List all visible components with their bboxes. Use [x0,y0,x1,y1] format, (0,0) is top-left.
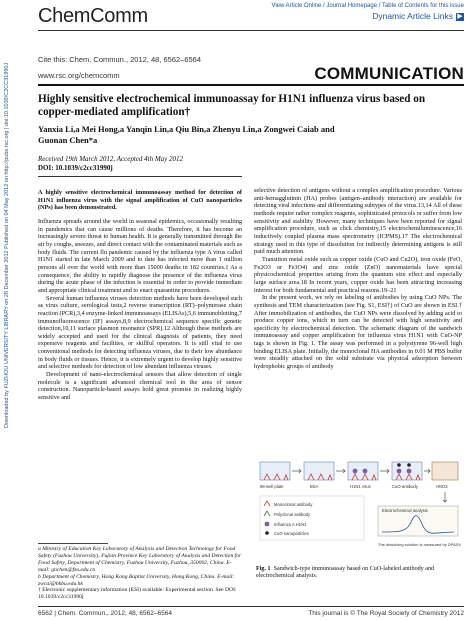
section-rule [38,84,464,86]
figure-1-schematic [258,454,462,564]
figure-caption [256,566,462,581]
method-label: Electrochemical analysis [382,508,428,513]
left-paragraph-2: Several human influenza viruses detection methods have been developed such as virus culture, serological tests,2 reverse transcription (RT)–polymerase chain reaction (PCR),3,4 enzyme-linked immunoassays (ELISAs),5,6 immunoblotting,7 immunofluorescence (IF) assays,8,9 electrochemical sequence specific genetic detection,10,11 surface plasmon resonance (SPR).12 Although these methods are widely accepted and used for the clinical diagnosis of patients, they need expensive reagents and facilities, or skillful operators. It is still vital to use conventional methods for detecting influenza viruses, due to their low abundance in body fluids or tissues. Hence, it is extremely urgent to develop highly sensitive and selective methods for detection of low abundant influenza viruses. [38,294,242,371]
right-column [254,187,462,371]
journal-name: ChemComm [38,5,148,27]
journal-url[interactable]: www.rsc.org/chemcomm [38,71,120,80]
right-paragraph-1: selective detection of antigens without a complex amplification procedure. Various anti-hemagglutinin (HA) probes (antigen–antibody interaction) are available for detecting viral infections and differentiating subtypes of the virus.13,14 All of these methods require rather complex reagents, sophisticated protocols or suffer from low sensitivity and stability. However, many techniques have been reported for signal amplification procedure, such as click chemistry,15 electrochemiluminescence,16 inductively coupled plasma mass spectrometry (ICPMS).17 The electrochemical strategy used in this type of dissolution for indirectly determining antigens is still paid much attention. [254,187,462,256]
legend-virus: Influenza A H1N1 [274,522,307,527]
author-list [38,124,458,146]
left-column [38,189,242,402]
well-step-5 [432,462,458,480]
footnote-esi[interactable]: † Electronic supplementary information (ESI) available: Experimental section. See DOI: 10.1039/c2cc31990j [38,587,237,601]
article-title: Highly sensitive electrochemical immunoassay for H1N1 influenza virus based on copper-mediated amplification† [38,93,426,118]
legend-polyclonal: Polyclonal antibody [274,512,311,517]
section-label: COMMUNICATION [314,64,464,83]
step-label-2: BSA [310,484,319,489]
step-label-1: 96-well plate [260,484,284,489]
legend-monoclonal: Monoclonal antibody [274,502,313,507]
virus-mark [353,469,358,474]
right-paragraph-2: Transition metal oxide such as copper oxide (CuO and Cu2O), iron oxide (FeO, Fe2O3 or Fe3O4) and zinc oxide (ZnO) nanomaterials have special physicochemical properties arising from the quantum size effect and especially large surface area.18 In recent years, copper oxide has been attracting increasing interest for both fundamental and practical reasons.19–21 [254,255,462,294]
authors-line-1: Yanxia Li,a Mei Hong,a Yanqin Lin,a Qiu Bin,a Zhenyu Lin,a Zongwei Caiab and [38,124,335,134]
footnote-rule [38,543,108,544]
header-rule [38,30,464,31]
cite-line: Cite this: Chem. Commun., 2012, 48, 6562–6564 [38,55,202,64]
footer-rule [38,606,464,607]
article-doi[interactable]: DOI: 10.1039/c2cc31990j [38,164,113,172]
dpasv-note: The dissolving solution is measured by DPASV [378,542,462,547]
step-label-5: HNO3 [436,484,448,489]
dynamic-links-label[interactable]: Dynamic Article Links [372,11,453,21]
down-arrow [443,492,447,502]
figure-1 [258,454,462,564]
dynamic-article-links[interactable] [372,11,464,21]
step-label-3: H1N1 virus [350,484,371,489]
footnote-b: b Department of Chemistry, Hong Kong Baptist University, Hong Kong, China. E-mail: zwcai@hkbu.edu.hk [38,573,235,587]
left-paragraph-3: Development of nano-electrochemical sensors that allow detection of single molecule is a significant advanced chemical tool in the area of sensor construction. Nanoparticle-based assays hold great promise in realizing highly sensitive and [38,371,242,402]
footer-right: This journal is © The Royal Society of Chemistry 2012 [308,610,464,617]
abstract-rule [38,176,242,177]
figure-caption-label: Fig. 1 [256,566,271,572]
abstract: A highly sensitive electrochemical immunoassay method for detection of H1N1 influenza virus with the signal amplification of CuO nanoparticles (NPs) has been demonstrated. [38,189,242,212]
footer-left: 6562 | Chem. Commun., 2012, 48, 6562–6564 [38,610,172,617]
footnote-a: a Ministry of Education Key Laboratory of Analysis and Detection Technology for Food Safety (Fuzhou University), Fujian Province Key Laboratory of Analysis and Detection for Food Safety, Department of Chemistry, Fuzhou University, Fuzhou, 350002, China. E-mail: gnchen@fzu.edu.cn [38,546,242,573]
download-sidebar [2,62,12,430]
footnotes [38,546,242,601]
authors-line-2: Guonan Chen*a [38,135,98,145]
right-paragraph-3: In the present work, we rely on labeling of antibodies by using CuO NPs. The synthesis and TEM characterization (see Fig. S1, ESI†) of CuO are shown in ESI.† After immobilization of antibodies, the CuO NPs were dissolved by adding acid to produce copper ions, which in turn can be detected with high sensitivity and specificity by electrochemical detection. The schematic diagram of the sandwich immunoassay and copper amplification for influenza virus H1N1 with CuO-NP tags is shown in Fig. 1. The assay was performed in a polystyrene 96-well high binding ELISA plate. Initially, the monoclonal HA antibodies in 0.01 M PBS buffer were steadily attached on the solid substrate via physical adsorption between hydrophobic groups of antibody [254,294,462,371]
legend-cuo-icon [265,531,269,535]
legend-virus-icon [265,522,270,527]
dynamic-links-icon[interactable]: ▶ [457,12,463,20]
journal-top-links[interactable]: View Article Online / Journal Homepage / Table of Contents for this issue [271,3,464,9]
received-dates: Received 19th March 2012, Accepted 4th May 2012 [38,155,184,163]
figure-caption-text: Sandwich-type immunoassay based on CuO-labeled antibody and electrochemical analysis. [256,566,435,580]
left-paragraph-1: Influenza spreads around the world in seasonal epidemics, occasionally resulting in pandemics that can cause millions of deaths. Therefore, it has become an increasingly severe threat to human health. It is generally transmitted through the air by coughs, sneezes, and direct contact with the contaminated materials such as body fluids. The current flu pandemic caused by the influenza type A virus called H1N1 started in late March 2009 and to date has infected more than 1 million persons all over the world with more than 15000 deaths in 182 countries.1 As a consequence, the ability to rapidly diagnose the presence of the influenza virus during the acute phase of the infection is essential in order to provide immediate and appropriate clinical treatment and to enact quarantine procedures. [38,217,242,294]
legend-cuo: CuO nanoparticles [274,531,309,536]
step-label-4: CuO-antibody [392,484,418,489]
cuo-np-mark [397,463,401,467]
download-sidebar-text: Downloaded by FUZHOU UNIVERSITY LIBRARY on 28 December 2012 Published on 04 May 2012 on http://pubs.rsc.org | doi:10.1039/C2CC31990J [4,62,10,428]
